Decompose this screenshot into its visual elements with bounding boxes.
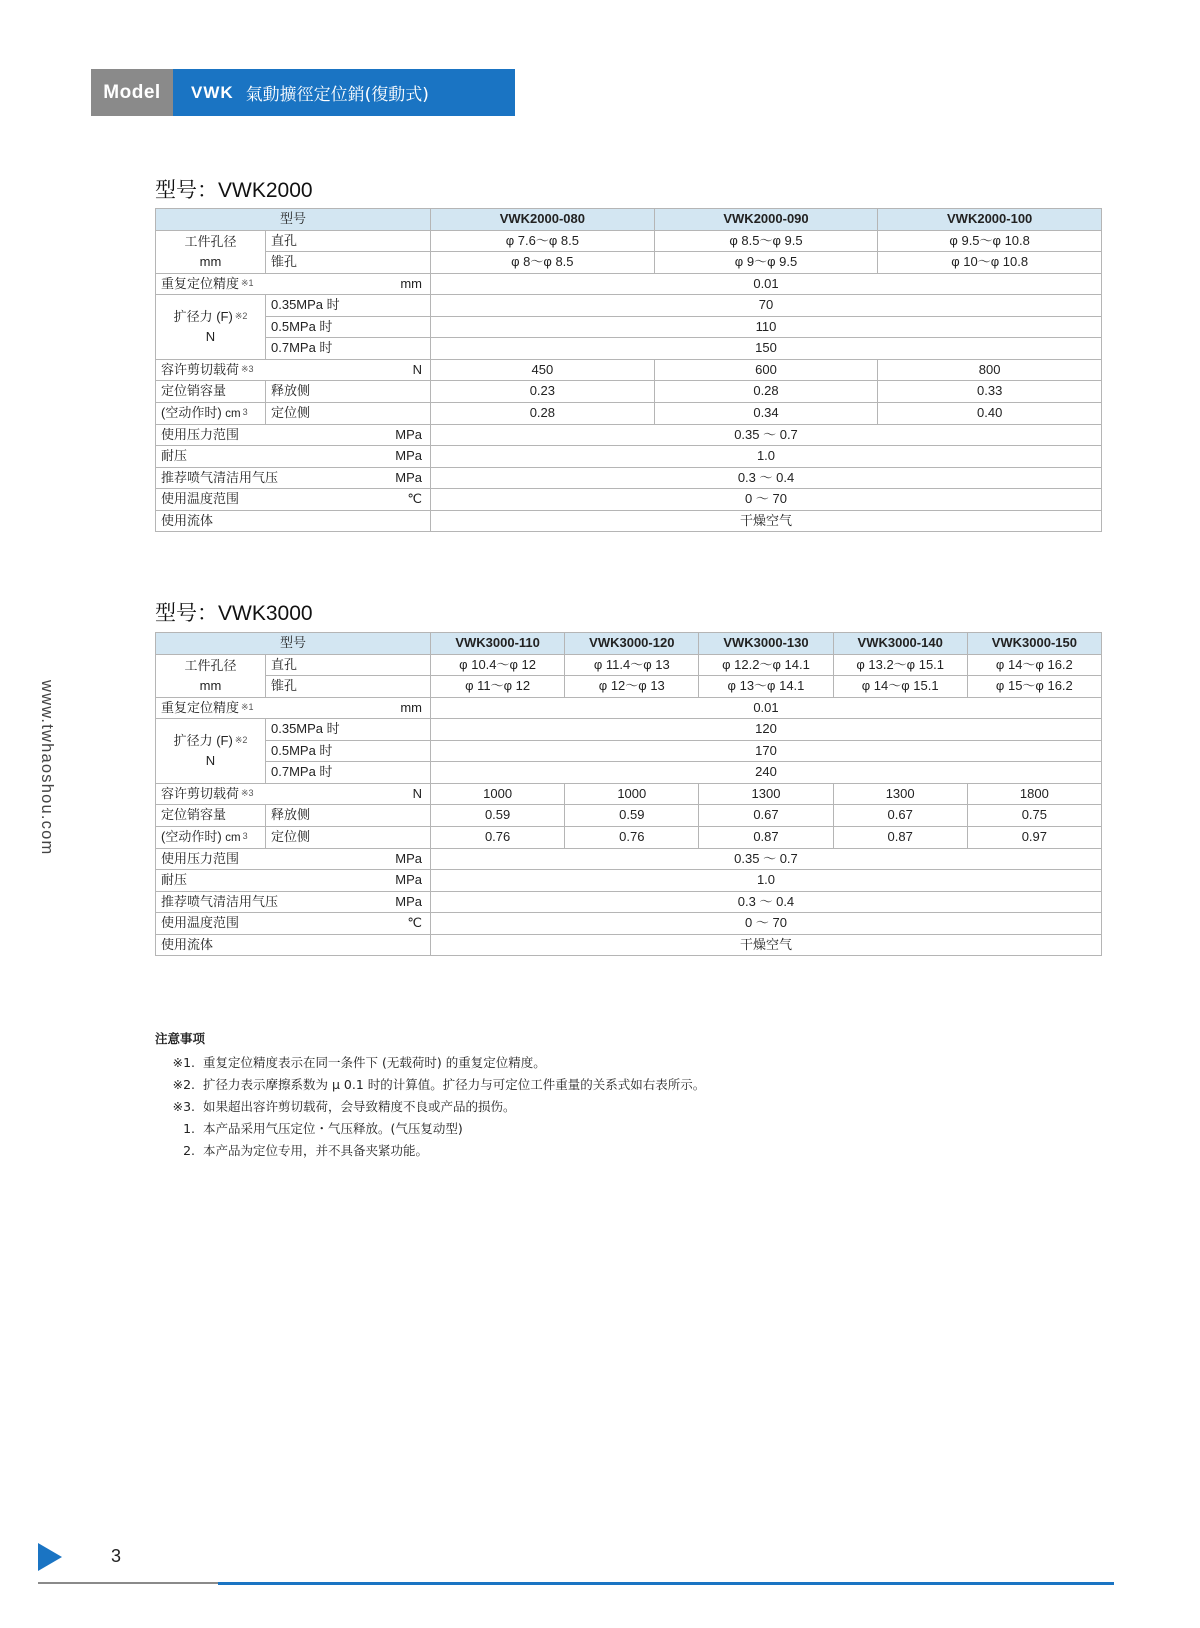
bore-label-cell (156, 654, 266, 697)
pin-volume-sub-cell (156, 826, 266, 848)
expansion-force-value: 70 (431, 295, 1102, 317)
notes-heading: 注意事项 (155, 1031, 206, 1046)
table-row (156, 891, 1102, 913)
spec-value: 1.0 (431, 446, 1102, 468)
release-side-label: 释放侧 (266, 381, 431, 403)
note-mark: ※1. (172, 1055, 195, 1070)
expansion-force-value: 150 (431, 338, 1102, 360)
shear-load-label: 容许剪切载荷 (161, 361, 240, 377)
locate-side-label: 定位侧 (266, 826, 431, 848)
spec-value: 干燥空气 (431, 510, 1102, 532)
spec-label-cell (156, 446, 431, 468)
shear-load-unit: N (412, 361, 423, 377)
spec-label: 推荐喷气清洁用气压 (161, 469, 279, 485)
note-mark: ※3. (172, 1099, 195, 1114)
locate-volume-value: 0.28 (431, 402, 655, 424)
note-mark: ※2. (172, 1077, 195, 1092)
idle-operation-label: (空动作时) (161, 828, 222, 844)
table-row (156, 338, 1102, 360)
expansion-force-label: 扩径力 (F) (173, 308, 233, 324)
table-row (156, 510, 1102, 532)
note-text: 本产品采用气压定位・气压释放。(气压复动型) (203, 1121, 463, 1136)
table-row (156, 633, 1102, 655)
spec-value: 0.35 ～ 0.7 (431, 424, 1102, 446)
table-row (156, 273, 1102, 295)
bore-label: 工件孔径 (184, 233, 237, 249)
table-row (156, 762, 1102, 784)
release-volume-value: 0.33 (878, 381, 1102, 403)
locate-volume-value: 0.34 (654, 402, 878, 424)
spec-label: 耐压 (161, 872, 188, 888)
volume-unit: cm (225, 407, 241, 420)
table-row (156, 934, 1102, 956)
series-code: VWK (191, 82, 234, 102)
expansion-force-label-cell (156, 295, 266, 360)
pressure-condition: 0.7MPa 时 (266, 762, 431, 784)
table-row (156, 676, 1102, 698)
note-mark: ※3 (241, 787, 254, 798)
release-side-label: 释放侧 (266, 805, 431, 827)
footer-gray-rule (38, 1582, 218, 1584)
straight-hole-label: 直孔 (266, 654, 431, 676)
model-header: VWK3000-110 (431, 633, 565, 655)
table-row (156, 489, 1102, 511)
model-header: VWK2000-090 (654, 209, 878, 231)
spec-value: 0 ～ 70 (431, 913, 1102, 935)
table-row (156, 783, 1102, 805)
spec-label: 使用温度范围 (161, 491, 240, 507)
spec-value: 干燥空气 (431, 934, 1102, 956)
locate-volume-value: 0.87 (833, 826, 967, 848)
note-mark: 1. (183, 1121, 195, 1136)
notes-list (155, 1052, 705, 1162)
expansion-force-value: 170 (431, 740, 1102, 762)
locate-side-label: 定位侧 (266, 402, 431, 424)
volume-unit-sup: 3 (242, 406, 248, 417)
spec-label-cell (156, 934, 431, 956)
section-title-vwk2000 (155, 174, 313, 204)
col-header-label: 型号 (156, 633, 431, 655)
release-volume-value: 0.59 (565, 805, 699, 827)
note-mark: ※1 (241, 701, 254, 712)
pressure-condition: 0.7MPa 时 (266, 338, 431, 360)
straight-hole-value: φ 10.4～φ 12 (431, 654, 565, 676)
spec-label-cell (156, 848, 431, 870)
taper-hole-label: 锥孔 (266, 676, 431, 698)
taper-hole-value: φ 11～φ 12 (431, 676, 565, 698)
bore-unit: mm (199, 253, 222, 269)
table-row (156, 359, 1102, 381)
repeat-accuracy-value: 0.01 (431, 697, 1102, 719)
note-item (155, 1140, 705, 1162)
taper-hole-value: φ 14～φ 15.1 (833, 676, 967, 698)
release-volume-value: 0.67 (833, 805, 967, 827)
model-label: Model (91, 69, 173, 116)
release-volume-value: 0.75 (967, 805, 1101, 827)
spec-unit: MPa (395, 448, 423, 464)
straight-hole-value: φ 8.5～φ 9.5 (654, 230, 878, 252)
repeat-accuracy-label: 重复定位精度 (161, 275, 240, 291)
straight-hole-value: φ 14～φ 16.2 (967, 654, 1101, 676)
table-row (156, 446, 1102, 468)
spec-label-cell (156, 870, 431, 892)
spec-table-vwk2000 (155, 208, 1102, 532)
shear-load-value: 1300 (699, 783, 833, 805)
straight-hole-value: φ 12.2～φ 14.1 (699, 654, 833, 676)
expansion-force-label: 扩径力 (F) (173, 732, 233, 748)
expansion-force-value: 240 (431, 762, 1102, 784)
shear-load-value: 1000 (565, 783, 699, 805)
taper-hole-value: φ 10～φ 10.8 (878, 252, 1102, 274)
model-header: VWK2000-080 (431, 209, 655, 231)
table-row (156, 424, 1102, 446)
volume-unit-sup: 3 (242, 830, 248, 841)
table-row (156, 870, 1102, 892)
model-header: VWK3000-120 (565, 633, 699, 655)
pin-volume-sub-cell (156, 402, 266, 424)
shear-load-unit: N (412, 785, 423, 801)
table-row (156, 913, 1102, 935)
spec-unit: MPa (395, 469, 423, 485)
spec-label-cell (156, 913, 431, 935)
expansion-force-unit: N (205, 752, 216, 768)
shear-load-value: 600 (654, 359, 878, 381)
bore-label-cell (156, 230, 266, 273)
model-header: VWK3000-150 (967, 633, 1101, 655)
note-item (155, 1052, 705, 1074)
table-row (156, 381, 1102, 403)
volume-unit: cm (225, 831, 241, 844)
table-row (156, 848, 1102, 870)
pin-volume-label: 定位销容量 (156, 381, 266, 403)
title-prefix: 型号： (155, 601, 218, 625)
model-header: VWK2000-100 (878, 209, 1102, 231)
table-row (156, 826, 1102, 848)
note-item (155, 1074, 705, 1096)
spec-label: 耐压 (161, 448, 188, 464)
locate-volume-value: 0.87 (699, 826, 833, 848)
table-row (156, 209, 1102, 231)
bore-label: 工件孔径 (184, 657, 237, 673)
shear-load-value: 1000 (431, 783, 565, 805)
notes-section (155, 1028, 705, 1162)
note-mark: ※3 (241, 363, 254, 374)
locate-volume-value: 0.76 (431, 826, 565, 848)
note-mark: ※1 (241, 277, 254, 288)
taper-hole-value: φ 8～φ 8.5 (431, 252, 655, 274)
idle-operation-label: (空动作时) (161, 404, 222, 420)
spec-unit: MPa (395, 850, 423, 866)
note-text: 本产品为定位专用，并不具备夹紧功能。 (203, 1143, 429, 1158)
repeat-accuracy-cell (156, 273, 431, 295)
repeat-accuracy-label: 重复定位精度 (161, 699, 240, 715)
taper-hole-value: φ 9～φ 9.5 (654, 252, 878, 274)
spec-label: 使用压力范围 (161, 426, 240, 442)
straight-hole-value: φ 11.4～φ 13 (565, 654, 699, 676)
note-mark: 2. (183, 1143, 195, 1158)
expansion-force-value: 110 (431, 316, 1102, 338)
bore-unit: mm (199, 677, 222, 693)
expansion-force-label-cell (156, 719, 266, 784)
spec-label-cell (156, 489, 431, 511)
shear-load-value: 1300 (833, 783, 967, 805)
title-model: VWK3000 (218, 602, 313, 625)
spec-value: 1.0 (431, 870, 1102, 892)
pressure-condition: 0.5MPa 时 (266, 740, 431, 762)
note-text: 如果超出容许剪切载荷，会导致精度不良或产品的损伤。 (203, 1099, 516, 1114)
spec-unit: MPa (395, 426, 423, 442)
release-volume-value: 0.23 (431, 381, 655, 403)
locate-volume-value: 0.97 (967, 826, 1101, 848)
repeat-accuracy-value: 0.01 (431, 273, 1102, 295)
table-row (156, 316, 1102, 338)
repeat-accuracy-cell (156, 697, 431, 719)
table-row (156, 697, 1102, 719)
shear-load-cell (156, 783, 431, 805)
locate-volume-value: 0.40 (878, 402, 1102, 424)
spec-label-cell (156, 510, 431, 532)
title-prefix: 型号： (155, 178, 218, 202)
spec-label-cell (156, 467, 431, 489)
straight-hole-value: φ 13.2～φ 15.1 (833, 654, 967, 676)
product-title: 氣動擴徑定位銷(復動式) (245, 85, 429, 105)
taper-hole-value: φ 13～φ 14.1 (699, 676, 833, 698)
model-header: VWK3000-130 (699, 633, 833, 655)
note-text: 扩径力表示摩擦系数为 μ 0.1 时的计算值。扩径力与可定位工件重量的关系式如右表所示。 (203, 1077, 706, 1092)
repeat-accuracy-unit: mm (400, 699, 423, 715)
spec-unit: ℃ (407, 915, 423, 931)
pressure-condition: 0.35MPa 时 (266, 295, 431, 317)
spec-value: 0.3 ～ 0.4 (431, 891, 1102, 913)
note-mark: ※2 (234, 734, 248, 745)
table-row (156, 719, 1102, 741)
pin-volume-label: 定位销容量 (156, 805, 266, 827)
section-title-vwk3000 (155, 597, 313, 627)
spec-label: 使用流体 (161, 512, 214, 528)
spec-table-vwk3000 (155, 632, 1102, 956)
spec-label-cell (156, 424, 431, 446)
spec-label-cell (156, 891, 431, 913)
repeat-accuracy-unit: mm (400, 275, 423, 291)
page-arrow-icon (38, 1543, 62, 1571)
release-volume-value: 0.28 (654, 381, 878, 403)
straight-hole-value: φ 7.6～φ 8.5 (431, 230, 655, 252)
col-header-label: 型号 (156, 209, 431, 231)
note-text: 重复定位精度表示在同一条件下 (无载荷时) 的重复定位精度。 (203, 1055, 546, 1070)
footer-blue-rule (218, 1582, 1114, 1585)
title-model: VWK2000 (218, 179, 313, 202)
shear-load-value: 800 (878, 359, 1102, 381)
spec-label: 使用压力范围 (161, 850, 240, 866)
page-number: 3 (111, 1546, 122, 1566)
straight-hole-value: φ 9.5～φ 10.8 (878, 230, 1102, 252)
shear-load-value: 450 (431, 359, 655, 381)
release-volume-value: 0.67 (699, 805, 833, 827)
taper-hole-label: 锥孔 (266, 252, 431, 274)
shear-load-cell (156, 359, 431, 381)
table-row (156, 252, 1102, 274)
table-row (156, 295, 1102, 317)
spec-value: 0.35 ～ 0.7 (431, 848, 1102, 870)
spec-value: 0.3 ～ 0.4 (431, 467, 1102, 489)
page-header (91, 69, 515, 116)
shear-load-label: 容许剪切载荷 (161, 785, 240, 801)
side-url-text: www.twhaoshou.com (38, 680, 56, 856)
note-item (155, 1096, 705, 1118)
note-item (155, 1118, 705, 1140)
locate-volume-value: 0.76 (565, 826, 699, 848)
table-row (156, 467, 1102, 489)
expansion-force-value: 120 (431, 719, 1102, 741)
spec-label: 推荐喷气清洁用气压 (161, 893, 279, 909)
table-row (156, 740, 1102, 762)
table-row (156, 654, 1102, 676)
table-row (156, 805, 1102, 827)
header-title-bar (173, 69, 515, 116)
side-url (30, 680, 60, 910)
model-header: VWK3000-140 (833, 633, 967, 655)
spec-unit: MPa (395, 872, 423, 888)
spec-unit: ℃ (407, 491, 423, 507)
shear-load-value: 1800 (967, 783, 1101, 805)
table-row (156, 402, 1102, 424)
table-row (156, 230, 1102, 252)
spec-label: 使用流体 (161, 936, 214, 952)
note-mark: ※2 (234, 310, 248, 321)
taper-hole-value: φ 15～φ 16.2 (967, 676, 1101, 698)
spec-unit: MPa (395, 893, 423, 909)
pressure-condition: 0.35MPa 时 (266, 719, 431, 741)
spec-value: 0 ～ 70 (431, 489, 1102, 511)
straight-hole-label: 直孔 (266, 230, 431, 252)
pressure-condition: 0.5MPa 时 (266, 316, 431, 338)
expansion-force-unit: N (205, 328, 216, 344)
spec-label: 使用温度范围 (161, 915, 240, 931)
release-volume-value: 0.59 (431, 805, 565, 827)
taper-hole-value: φ 12～φ 13 (565, 676, 699, 698)
